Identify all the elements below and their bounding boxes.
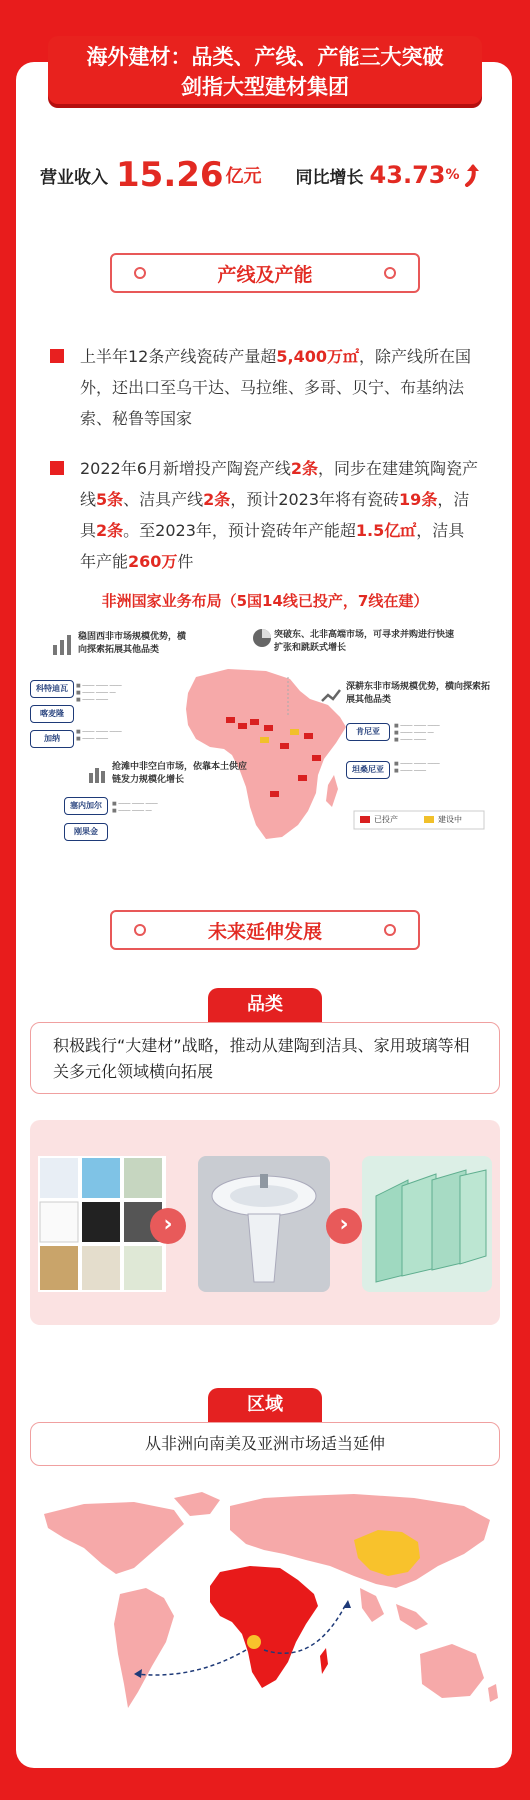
tab-category: 品类 xyxy=(208,988,322,1022)
bullet-item-lines xyxy=(50,453,480,577)
callout-east: 突破东、北非高端市场，可寻求并购进行快速扩张和跳跃式增长 xyxy=(274,630,455,653)
country-box-tanzania: 坦桑尼亚 xyxy=(346,761,390,779)
bullet-item-output xyxy=(50,341,480,434)
growth-chart-icon xyxy=(50,633,74,657)
country-box-ghana: 加纳 xyxy=(30,730,74,748)
chevron-right-icon: › xyxy=(326,1208,362,1244)
trend-line-icon xyxy=(320,685,342,707)
ring-icon xyxy=(134,267,146,279)
title-line-2: 剑指大型建材集团 xyxy=(181,75,349,99)
growth-unit: % xyxy=(445,167,460,183)
title-line-1: 海外建材：品类、产线、产能三大突破 xyxy=(86,45,444,69)
section-title-future: 未来延伸发展 xyxy=(207,920,322,943)
country-box-ivory-coast: 科特迪瓦 xyxy=(30,680,74,698)
bullet-text: 2022年6月新增投产陶瓷产线2条，同步在建建筑陶瓷产线5条、洁具产线2条，预计2023年将有瓷砖19条，洁具2条。至2023年，预计瓷砖年产能超1.5亿㎡，洁具年产能260万件 xyxy=(80,459,479,571)
africa-map-title: 非洲国家业务布局（5国14线已投产，7线在建） xyxy=(101,592,429,610)
washbasin-image xyxy=(198,1156,330,1292)
section-title-capacity: 产线及产能 xyxy=(217,263,313,286)
bullet-text: 上半年12条产线瓷砖产量超5,400万㎡，除产线所在国外，还出口至乌干达、马拉维、多哥、贝宁、布基纳法索、秘鲁等国家 xyxy=(80,347,472,428)
bar-chart-icon xyxy=(86,763,108,785)
growth-label: 同比增长 xyxy=(295,167,364,188)
growth-value: 43.73 xyxy=(369,161,446,189)
callout-west: 稳固西非市场规模优势，横向探索拓展其他品类 xyxy=(78,632,187,655)
revenue-unit: 亿元 xyxy=(225,166,262,187)
section-header-capacity xyxy=(110,253,420,293)
pie-chart-icon xyxy=(251,627,273,649)
section-header-future xyxy=(110,910,420,950)
legend-building: 建设中 xyxy=(438,815,462,824)
region-text: 从非洲向南美及亚洲市场适当延伸 xyxy=(144,1434,385,1453)
bullet-square-icon xyxy=(50,461,64,475)
africa-business-map: 稳固西非市场规模优势，横向探索拓展其他品类 突破东、北非高端市场，可寻求并购进行快速扩张和跳跃式增长 深耕东非市场规模优势，横向探索拓展其他品类 抢滩中非空白市场，依靠本土供应链发力规模化增长 科特迪瓦 喀麦隆 加纳 塞内加尔 刚果金 肯尼亚 坦桑尼亚 ■ ──── ──── ──── ■ ──── ──── ── ■ ──── ──── ■ ──── ──── ──── ■ ──── ──── ■ ──── ──── ──── ■ ──── ──── ── ■ ──── ──── ──── ■ ──── ──── ── ■ ──── ──── ■ ──── ──── ──── ■ ──── ──── 已投产 建设中 xyxy=(28,625,502,850)
ring-icon xyxy=(134,924,146,936)
revenue-label: 营业收入 xyxy=(40,167,108,188)
world-map xyxy=(24,1484,506,1756)
ring-icon xyxy=(384,924,396,936)
revenue-value: 15.26 xyxy=(116,155,224,195)
country-box-senegal: 塞内加尔 xyxy=(64,797,108,815)
glass-panels-image xyxy=(362,1156,492,1292)
country-box-drc: 刚果金 xyxy=(64,823,108,841)
ring-icon xyxy=(384,267,396,279)
arrow-up-icon xyxy=(464,163,482,187)
bullet-square-icon xyxy=(50,349,64,363)
tab-region: 区域 xyxy=(208,1388,322,1422)
legend-produced: 已投产 xyxy=(374,815,398,824)
product-showcase xyxy=(30,1120,500,1325)
category-text: 积极践行“大建材”战略，推动从建陶到洁具、家用玻璃等相关多元化领域横向拓展 xyxy=(53,1036,470,1081)
title-banner xyxy=(48,36,482,104)
callout-central: 抢滩中非空白市场，依靠本土供应链发力规模化增长 xyxy=(112,762,248,785)
world-map-illustration xyxy=(24,1484,506,1756)
category-text-box xyxy=(30,1022,500,1094)
tile-samples-image xyxy=(38,1156,166,1292)
country-box-kenya: 肯尼亚 xyxy=(346,723,390,741)
region-text-box xyxy=(30,1422,500,1466)
country-box-cameroon: 喀麦隆 xyxy=(30,705,74,723)
callout-south: 深耕东非市场规模优势，横向探索拓展其他品类 xyxy=(346,682,491,705)
stats-row xyxy=(40,150,490,200)
chevron-right-icon: › xyxy=(150,1208,186,1244)
